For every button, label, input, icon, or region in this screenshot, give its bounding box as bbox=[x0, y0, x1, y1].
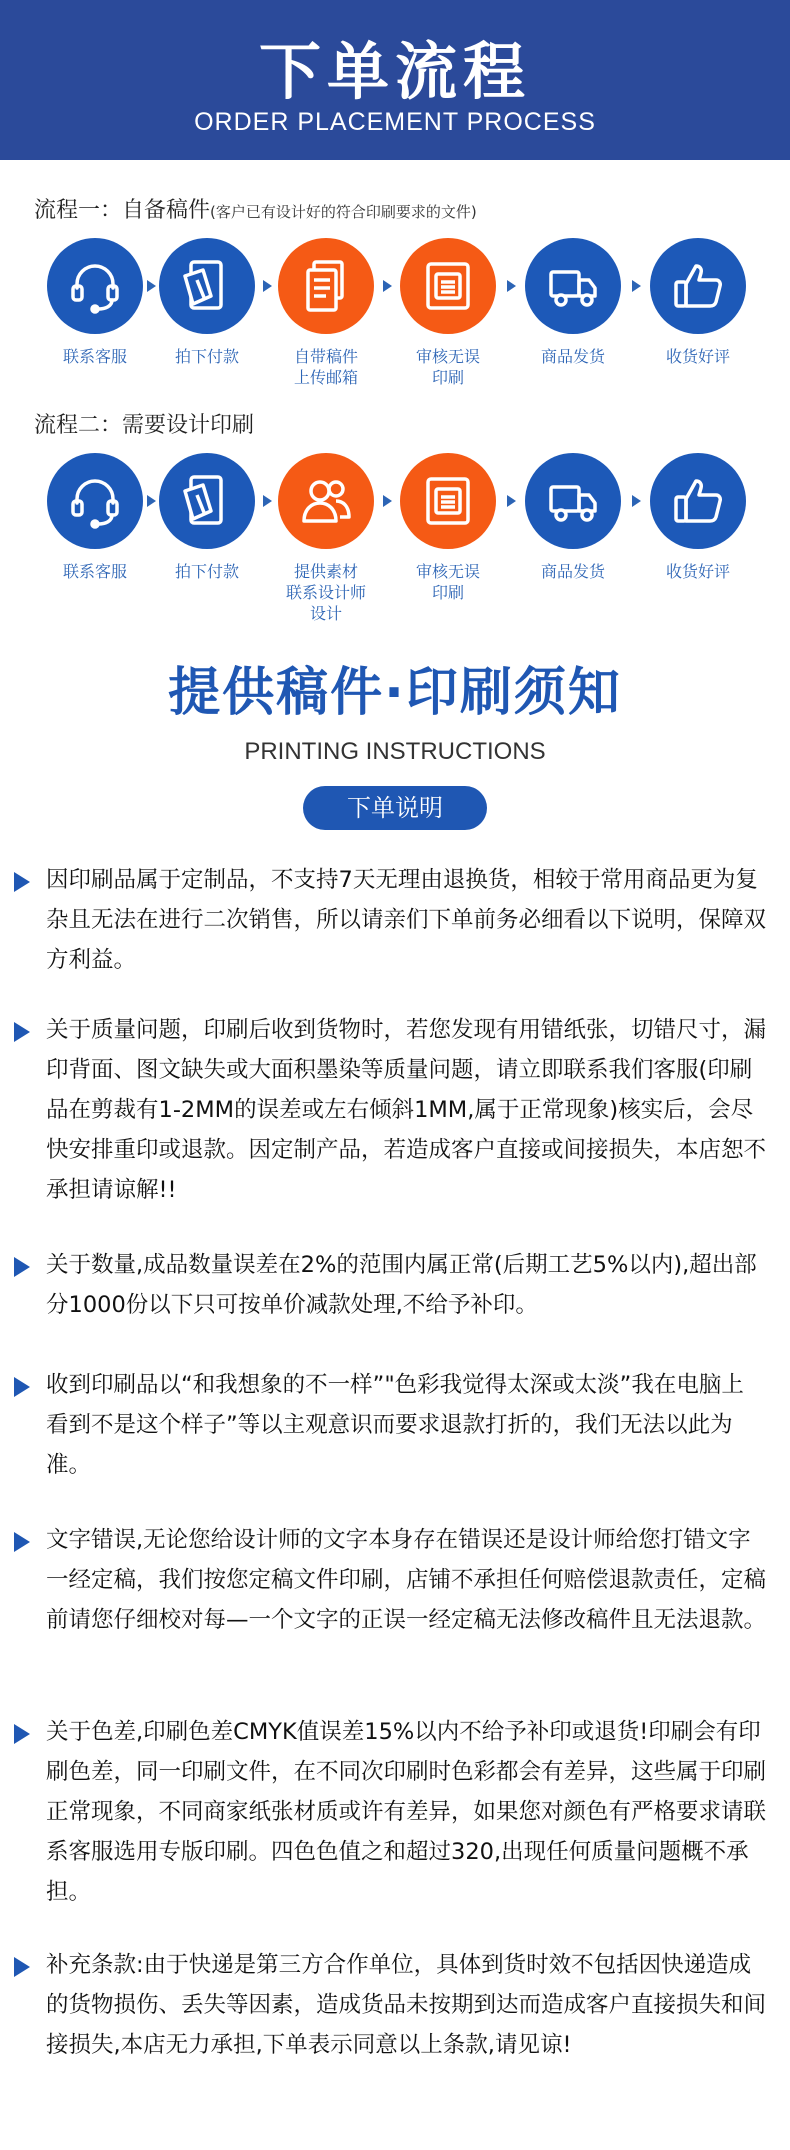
order-notes-badge: 下单说明 bbox=[303, 786, 487, 830]
page-subtitle: ORDER PLACEMENT PROCESS bbox=[194, 108, 596, 136]
bullet-triangle-icon bbox=[14, 1257, 30, 1277]
flow1-label bbox=[34, 193, 477, 224]
instruction-item: 关于质量问题，印刷后收到货物时，若您发现有用错纸张，切错尺寸，漏印背面、图文缺失或大面积墨染等质量问题，请立即联系我们客服(印刷品在剪裁有1-2MM的误差或左右倾斜1MM,属于正常现象)核实后，会尽快安排重印或退款。因定制产品，若造成客户直接或间接损失，本店恕不承担请谅解!! bbox=[14, 1010, 766, 1210]
flow-step-label: 收货好评 bbox=[665, 562, 730, 581]
flow-step bbox=[266, 238, 386, 388]
flow-step-label: 审核无误 印刷 bbox=[415, 347, 480, 387]
bullet-triangle-icon bbox=[14, 1957, 30, 1977]
flow-step bbox=[35, 453, 155, 582]
flow-step-label: 提供素材 联系设计师 设计 bbox=[285, 562, 366, 623]
printer-review-icon bbox=[400, 453, 496, 549]
flow-step-label: 联系客服 bbox=[62, 562, 127, 581]
flow-step bbox=[147, 238, 267, 367]
flow2-title: 流程二：需要设计印刷 bbox=[34, 413, 255, 438]
flow-step bbox=[388, 238, 508, 388]
flow1-note: (客户已有设计好的符合印刷要求的文件) bbox=[210, 203, 477, 221]
instruction-item: 文字错误,无论您给设计师的文字本身存在错误还是设计师给您打错文字一经定稿，我们按您定稿文件印刷，店铺不承担任何赔偿退款责任，定稿前请您仔细校对每—一个文字的正误一经定稿无法修改稿件且无法退款。 bbox=[14, 1520, 766, 1640]
instruction-item: 因印刷品属于定制品，不支持7天无理由退换货，相较于常用商品更为复杂且无法在进行二次销售，所以请亲们下单前务必细看以下说明，保障双方利益。 bbox=[14, 860, 766, 980]
instructions-subtitle: PRINTING INSTRUCTIONS bbox=[244, 738, 546, 765]
flow-step-label: 审核无误 印刷 bbox=[415, 562, 480, 602]
document-upload-icon bbox=[278, 238, 374, 334]
bullet-triangle-icon bbox=[14, 1532, 30, 1552]
flow-step bbox=[513, 238, 633, 367]
headset-icon bbox=[47, 238, 143, 334]
page-title: 下单流程 bbox=[258, 35, 531, 108]
flow-step-label: 自带稿件 上传邮箱 bbox=[293, 347, 358, 387]
bullet-triangle-icon bbox=[14, 872, 30, 892]
flow-step bbox=[638, 238, 758, 367]
instruction-item: 关于数量,成品数量误差在2%的范围内属正常(后期工艺5%以内),超出部分1000份以下只可按单价减款处理,不给予补印。 bbox=[14, 1245, 766, 1325]
payment-card-icon bbox=[159, 453, 255, 549]
bullet-triangle-icon bbox=[14, 1377, 30, 1397]
flow-step bbox=[147, 453, 267, 582]
delivery-truck-icon bbox=[525, 238, 621, 334]
flow-step-label: 商品发货 bbox=[540, 347, 605, 366]
flow-step bbox=[638, 453, 758, 582]
instruction-item: 补充条款:由于快递是第三方合作单位，具体到货时效不包括因快递造成的货物损伤、丢失等因素，造成货品未按期到达而造成客户直接损失和间接损失,本店无力承担,下单表示同意以上条款,请见谅! bbox=[14, 1945, 766, 2065]
flow-step-label: 联系客服 bbox=[62, 347, 127, 366]
instructions-title: 提供稿件·印刷须知 bbox=[168, 663, 622, 723]
flow-step-label: 拍下付款 bbox=[174, 347, 239, 366]
flow1-title: 流程一：自备稿件 bbox=[34, 198, 211, 223]
flow-step bbox=[266, 453, 386, 624]
header-banner bbox=[0, 0, 790, 160]
thumbs-up-icon bbox=[650, 453, 746, 549]
flow-step-label: 收货好评 bbox=[665, 347, 730, 366]
bullet-triangle-icon bbox=[14, 1724, 30, 1744]
flow-step bbox=[35, 238, 155, 367]
flow-step bbox=[513, 453, 633, 582]
flow-step bbox=[388, 453, 508, 603]
headset-icon bbox=[47, 453, 143, 549]
payment-card-icon bbox=[159, 238, 255, 334]
flow2-label bbox=[34, 408, 254, 439]
flow-step-label: 商品发货 bbox=[540, 562, 605, 581]
thumbs-up-icon bbox=[650, 238, 746, 334]
printer-review-icon bbox=[400, 238, 496, 334]
flow-step-label: 拍下付款 bbox=[174, 562, 239, 581]
instruction-item: 收到印刷品以“和我想象的不一样”"色彩我觉得太深或太淡”我在电脑上看到不是这个样子”等以主观意识而要求退款打折的，我们无法以此为准。 bbox=[14, 1365, 766, 1485]
designer-users-icon bbox=[278, 453, 374, 549]
instruction-item: 关于色差,印刷色差CMYK值误差15%以内不给予补印或退货!印刷会有印刷色差，同一印刷文件，在不同次印刷时色彩都会有差异，这些属于印刷正常现象，不同商家纸张材质或许有差异，如果您对颜色有严格要求请联系客服选用专版印刷。四色色值之和超过320,出现任何质量问题概不承担。 bbox=[14, 1712, 766, 1912]
bullet-triangle-icon bbox=[14, 1022, 30, 1042]
delivery-truck-icon bbox=[525, 453, 621, 549]
